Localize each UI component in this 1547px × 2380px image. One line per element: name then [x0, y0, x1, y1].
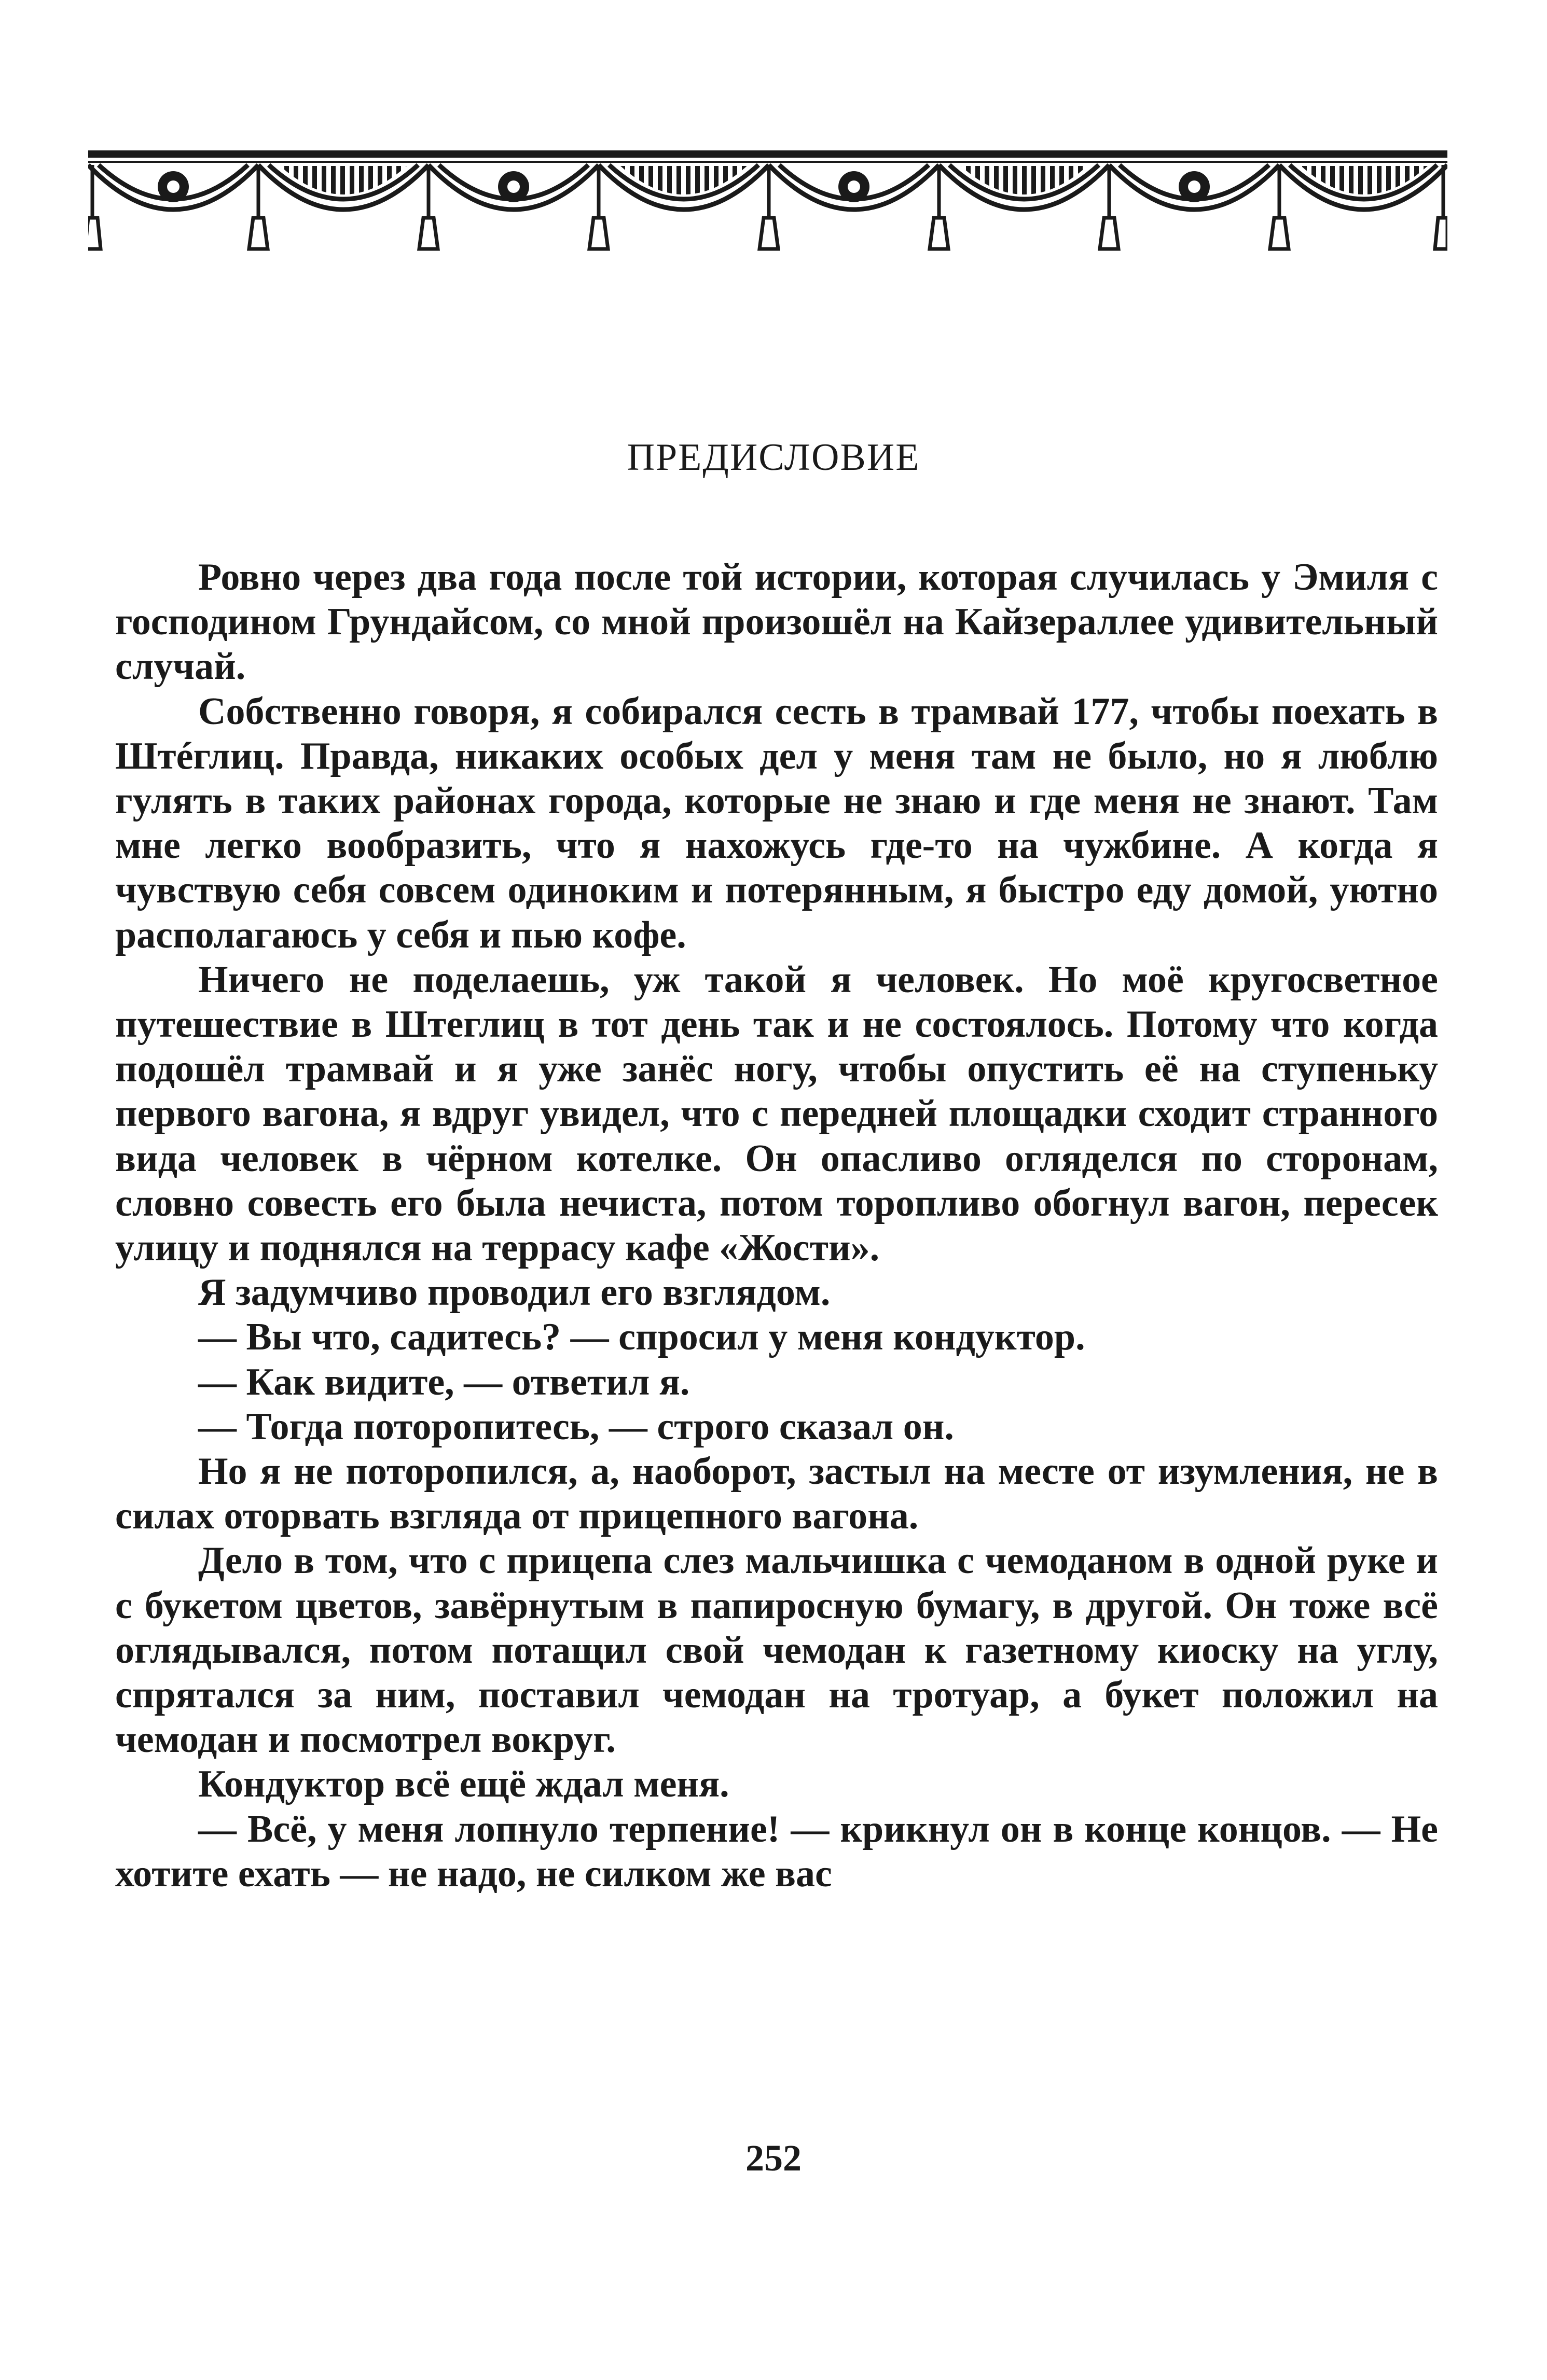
dialogue-line: — Тогда поторопитесь, — строго сказал он. [198, 1405, 954, 1448]
paragraph: Я задумчиво проводил его взглядом. [198, 1271, 831, 1314]
dialogue-line: — Как видите, — ответил я. [198, 1360, 690, 1403]
paragraph: Но я не поторопился, а, наоборот, застыл на месте от изумления, не в силах оторвать взгляда от прицепного вагона. [115, 1450, 1438, 1538]
body-text [115, 555, 1438, 1896]
dialogue-line: — Всё, у меня лопнуло терпение! — крикнул он в конце концов. — Не хотите ехать — не надо, не силком же вас [115, 1807, 1438, 1895]
dialogue-line: — Вы что, садитесь? — спросил у меня кондуктор. [198, 1316, 1085, 1359]
paragraph: Ровно через два года после той истории, которая случилась у Эмиля с господином Грундайсом, со мной произошёл на Кайзераллее удивительный случай. [115, 556, 1438, 688]
chapter-title: ПРЕДИСЛОВИЕ [627, 436, 920, 479]
ornament-border [88, 150, 1447, 259]
paragraph: Дело в том, что с прицепа слез мальчишка с чемоданом в одной руке и с букетом цветов, завёрнутым в папиросную бумагу, в другой. Он тоже всё оглядывался, потом потащил свой чемодан к газетному киоску на углу, спрятался за ним, поставил чемодан на тротуар, а букет положил на чемодан и посмотрел вокруг. [115, 1539, 1438, 1761]
paragraph: Кондуктор всё ещё ждал меня. [198, 1763, 729, 1806]
page-number: 252 [745, 2137, 802, 2179]
paragraph: Собственно говоря, я собирался сесть в трамвай 177, чтобы поехать в Штéглиц. Правда, никаких особых дел у меня там не было, но я люблю гулять в таких районах города, которые не знаю и где меня не знают. Там мне легко вообразить, что я нахожусь где-то на чужбине. А когда я чувствую себя совсем одиноким и потерянным, я быстро еду домой, уютно располагаюсь у себя и пью кофе. [115, 690, 1438, 956]
paragraph: Ничего не поделаешь, уж такой я человек. Но моё кругосветное путешествие в Штеглиц в тот день так и не состоялось. Потому что когда подошёл трамвай и я уже занёс ногу, чтобы опустить её на ступеньку первого вагона, я вдруг увидел, что с передней площадки сходит странного вида человек в чёрном котелке. Он опасливо огляделся по сторонам, словно совесть его была нечиста, потом торопливо обогнул вагон, пересек улицу и поднялся на террасу кафе «Жости». [115, 958, 1438, 1270]
